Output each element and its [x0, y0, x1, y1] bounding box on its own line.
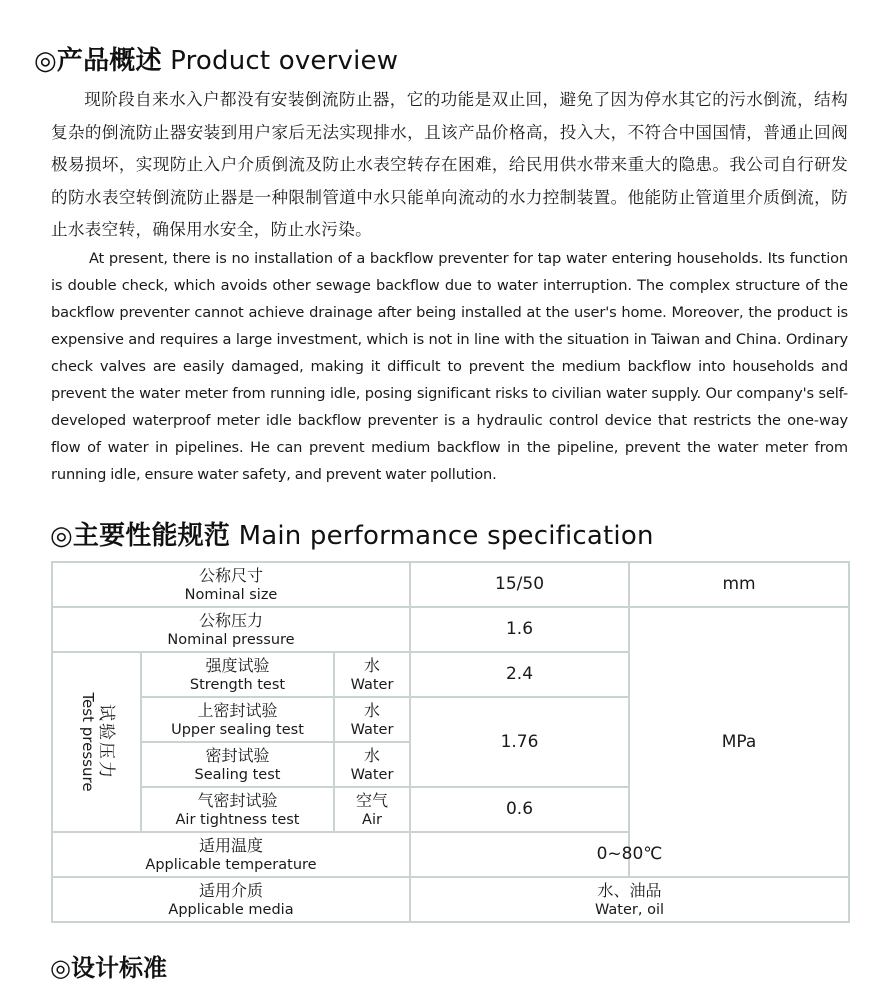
- test-pressure-zh: 试验压力: [95, 703, 116, 780]
- media-value-zh: 水、油品: [597, 880, 662, 900]
- overview-heading-en: Product overview: [170, 46, 399, 76]
- sealing-test-en: Sealing test: [194, 766, 281, 783]
- air-tightness-zh: 气密封试验: [197, 790, 278, 810]
- temperature-value: 0~80℃: [410, 832, 849, 877]
- sealing-test-label: [141, 742, 334, 787]
- air-medium-en: Air: [362, 811, 382, 828]
- sealing-medium-en: Water: [350, 766, 394, 783]
- upper-sealing-label: [141, 697, 334, 742]
- nominal-size-value: 15/50: [410, 562, 629, 607]
- nominal-size-en: Nominal size: [184, 586, 278, 603]
- nominal-pressure-en: Nominal pressure: [167, 631, 295, 648]
- overview-paragraph-zh: 现阶段自来水入户都没有安装倒流防止器，它的功能是双止回，避免了因为停水其它的污水倒流，结构复杂的倒流防止器安装到用户家后无法实现排水，且该产品价格高，投入大，不符合中国国情，普通止回阀极易损坏，实现防止入户介质倒流及防止水表空转存在困难，给民用供水带来重大的隐患。我公司自行研发的防水表空转倒流防止器是一种限制管道中水只能单向流动的水力控制装置。他能防止管道里介质倒流，防止水表空转，确保用水安全，防止水污染。: [51, 90, 848, 239]
- table-row: [52, 562, 849, 607]
- strength-test-value: 2.4: [410, 652, 629, 697]
- overview-heading: [34, 40, 398, 77]
- sealing-value: 1.76: [410, 697, 629, 787]
- air-tightness-medium: [334, 787, 410, 832]
- spec-heading: [50, 515, 654, 552]
- upper-sealing-medium-zh: 水: [364, 700, 381, 720]
- strength-medium-zh: 水: [364, 655, 381, 675]
- nominal-size-label: [52, 562, 410, 607]
- spec-heading-zh: ◎主要性能规范: [50, 521, 231, 551]
- pressure-unit: MPa: [629, 607, 849, 877]
- next-section-heading-partial: ◎设计标准: [50, 954, 167, 982]
- air-medium-zh: 空气: [356, 790, 389, 810]
- spec-heading-en: Main performance specification: [238, 521, 654, 551]
- upper-sealing-en: Upper sealing test: [171, 721, 304, 738]
- overview-paragraph-en: At present, there is no installation of a backflow preventer for tap water entering households. Its function is double check, which avoids other sewage backflow due to water interruption. The complex structure of the backflow preventer cannot achieve drainage after being installed at the user's home. Moreover, the product is expensive and requires a large investment, which is not in line with the situation in Taiwan and China. Ordinary check valves are easily damaged, making it difficult to prevent the medium backflow into households and prevent the water meter from running idle, posing significant risks to civilian water supply. Our company's self-developed waterproof meter idle backflow preventer is a hydraulic control device that restricts the one-way flow of water in pipelines. He can prevent medium backflow in the pipeline, prevent the water meter from running idle, ensure water safety, and prevent water pollution.: [51, 250, 848, 483]
- nominal-size-zh: 公称尺寸: [199, 565, 264, 585]
- overview-heading-zh: ◎产品概述: [34, 46, 162, 76]
- strength-test-en: Strength test: [189, 676, 286, 693]
- media-value: [410, 877, 849, 922]
- temperature-en: Applicable temperature: [145, 856, 317, 873]
- strength-test-zh: 强度试验: [205, 655, 270, 675]
- table-row: [52, 877, 849, 922]
- table-row: [52, 607, 849, 652]
- nominal-pressure-zh: 公称压力: [199, 610, 264, 630]
- media-value-en: Water, oil: [595, 901, 665, 918]
- air-tightness-value: 0.6: [410, 787, 629, 832]
- test-pressure-label: [52, 652, 141, 832]
- upper-sealing-medium: [334, 697, 410, 742]
- air-tightness-en: Air tightness test: [175, 811, 300, 828]
- test-pressure-en: Test pressure: [78, 692, 97, 792]
- media-zh: 适用介质: [199, 880, 264, 900]
- strength-test-label: [141, 652, 334, 697]
- table-row: [52, 832, 849, 877]
- temperature-zh: 适用温度: [199, 835, 264, 855]
- nominal-size-unit: mm: [629, 562, 849, 607]
- upper-sealing-zh: 上密封试验: [197, 700, 278, 720]
- strength-test-medium: [334, 652, 410, 697]
- temperature-label: [52, 832, 410, 877]
- nominal-pressure-value: 1.6: [410, 607, 629, 652]
- spec-table: [51, 561, 850, 923]
- sealing-test-zh: 密封试验: [205, 745, 270, 765]
- nominal-pressure-label: [52, 607, 410, 652]
- sealing-medium-zh: 水: [364, 745, 381, 765]
- upper-sealing-medium-en: Water: [350, 721, 394, 738]
- media-en: Applicable media: [168, 901, 294, 918]
- air-tightness-label: [141, 787, 334, 832]
- media-label: [52, 877, 410, 922]
- sealing-test-medium: [334, 742, 410, 787]
- strength-medium-en: Water: [350, 676, 394, 693]
